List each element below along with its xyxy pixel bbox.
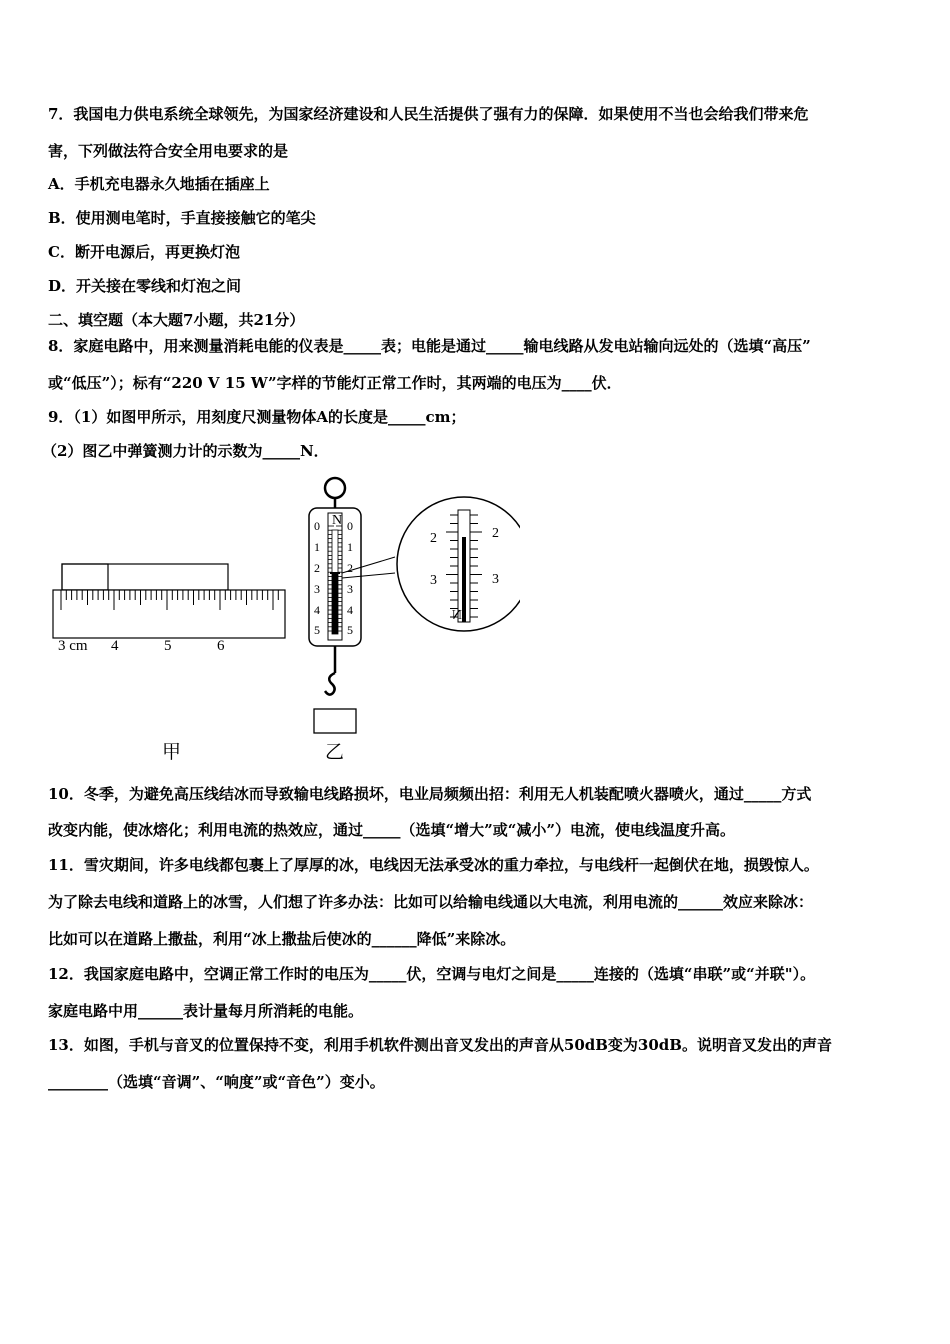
ruler [53,564,285,654]
q10-line-1: 10．冬季，为避免高压线结冰而导致输电线路损坏，电业局频频出招：利用无人机装配喷火器喷火，通过_____方式 [48,785,812,803]
section-heading: 二、填空题（本大题7小题，共21分） [48,311,305,329]
q12-line-1: 12．我国家庭电路中，空调正常工作时的电压为_____伏，空调与电灯之间是_____连接的（选填“串联”或“并联"）。 [48,965,816,983]
q13-line-1: 13．如图，手机与音叉的位置保持不变，利用手机软件测出音叉发出的声音从50dB变为30dB。说明音叉发出的声音 [48,1036,832,1054]
scale-right-5: 5 [347,623,353,637]
figure-ruler-and-spring-scale [50,475,520,770]
q9-line-1: 9．（1）如图甲所示，用刻度尺测量物体A的长度是_____cm； [48,408,466,426]
scale-right-4: 4 [347,603,353,617]
q7-option-d: D．开关接在零线和灯泡之间 [48,277,242,295]
scale-right-3: 3 [347,582,353,596]
magnified-left-2: 2 [430,531,437,546]
q10-line-2: 改变内能，使冰熔化；利用电流的热效应，通过_____（选填“增大”或“减小”）电流，使电线温度升高。 [48,821,736,839]
scale-right-2: 2 [347,561,353,575]
q8-line-2: 或“低压”）；标有“220 V 15 W”字样的节能灯正常工作时，其两端的电压为____伏． [48,374,622,392]
ruler-label-5: 5 [164,638,172,654]
object-a [62,564,228,590]
scale-right-0: 0 [347,519,353,533]
magnified-left-3: 3 [430,573,437,588]
ruler-label-4: 4 [111,638,119,654]
q8-line-1: 8．家庭电路中，用来测量消耗电能的仪表是_____表；电能是通过_____输电线路从发电站输向远处的（选填“高压” [48,337,811,355]
magnified-right-2: 2 [492,526,499,541]
scale-left-3: 3 [314,582,320,596]
q13-line-2: ________（选填“音调”、“响度”或“音色”）变小。 [48,1073,385,1091]
q11-line-2: 为了除去电线和道路上的冰雪，人们想了许多办法：比如可以给输电线通以大电流，利用电流的______效应来除冰： [48,893,814,911]
ruler-label-3cm: 3 cm [58,638,88,654]
scale-right-1: 1 [347,540,353,554]
caption-yi: 乙 [325,742,345,763]
hanging-weight [314,709,356,733]
magnified-right-3: 3 [492,572,499,587]
scale-left-4: 4 [314,603,320,617]
object-a-left-edge [62,564,108,590]
scale-unit-n: N [332,513,343,528]
scale-left-5: 5 [314,623,320,637]
magnified-unit-n: N [451,608,462,623]
caption-jia: 甲 [162,742,182,763]
magnified-view [342,497,520,631]
q9-line-2: （2）图乙中弹簧测力计的示数为_____N． [42,442,329,460]
q7-option-a: A．手机充电器永久地插在插座上 [48,175,270,193]
ruler-label-6: 6 [217,638,225,654]
scale-left-0: 0 [314,519,320,533]
spring-rod-dark [332,573,338,634]
q7-option-c: C．断开电源后，再更换灯泡 [48,243,240,261]
scale-ring [325,478,345,498]
scale-left-2: 2 [314,561,320,575]
spring-scale [309,478,361,733]
q11-line-1: 11．雪灾期间，许多电线都包裹上了厚厚的冰，电线因无法承受冰的重力牵拉，与电线杆一起倒伏在地，损毁惊人。 [48,856,819,874]
q7-stem-line-1: 7．我国电力供电系统全球领先，为国家经济建设和人民生活提供了强有力的保障．如果使用不当也会给我们带来危 [48,105,809,123]
q11-line-3: 比如可以在道路上撒盐，利用“冰上撒盐后使冰的______降低”来除冰。 [48,930,516,948]
q12-line-2: 家庭电路中用______表计量每月所消耗的电能。 [48,1002,364,1020]
q7-option-b: B．使用测电笔时，手直接接触它的笔尖 [48,209,316,227]
scale-hook [325,673,335,695]
scale-left-1: 1 [314,540,320,554]
q7-stem-line-2: 害，下列做法符合安全用电要求的是 [48,142,289,160]
